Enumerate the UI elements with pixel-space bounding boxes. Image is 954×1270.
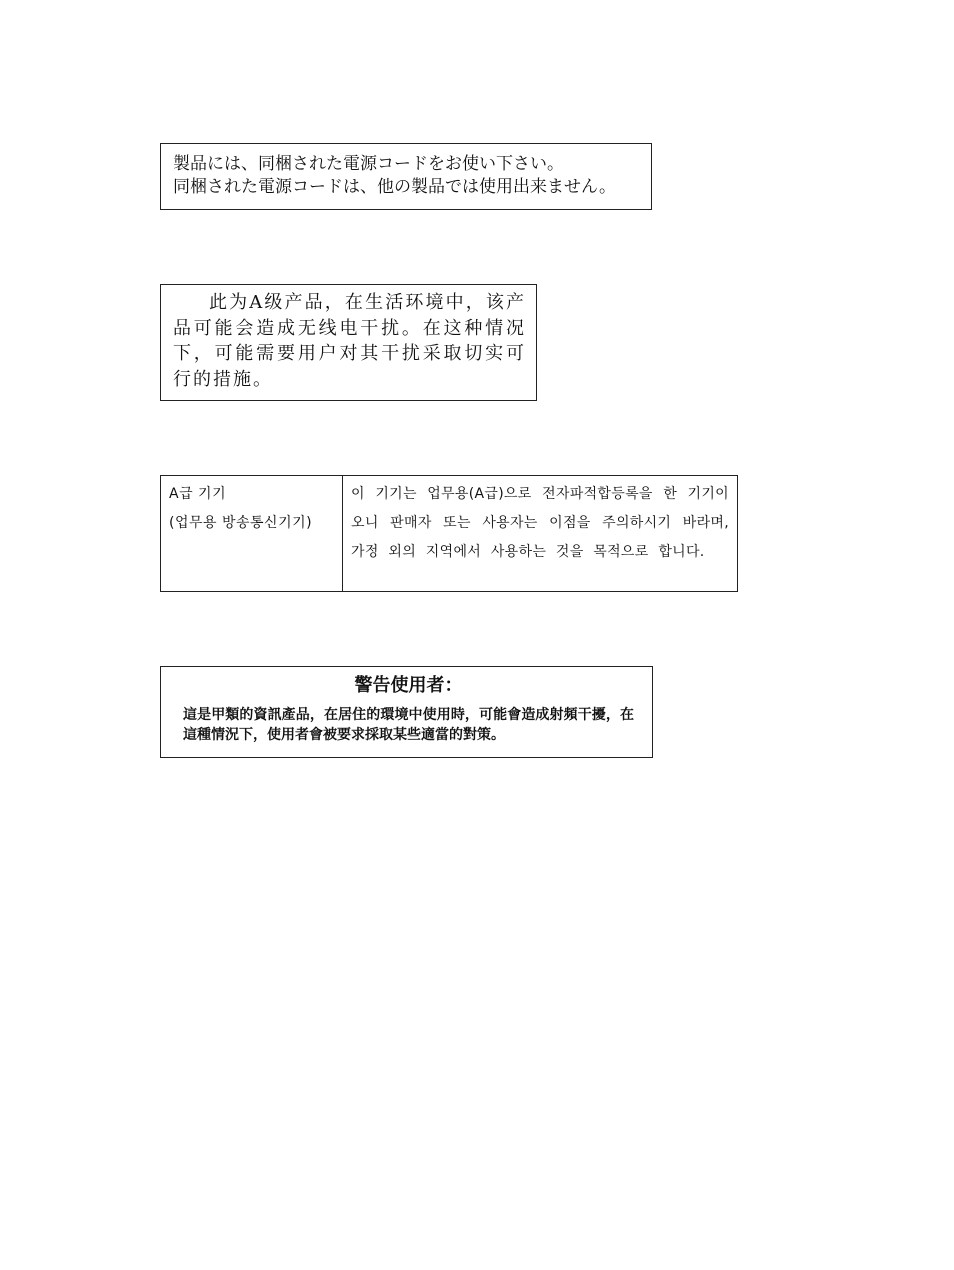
taiwan-warning-title: 警告使用者： [354, 675, 463, 696]
taiwan-warning-text: 這是甲類的資訊產品，在居住的環境中使用時，可能會造成射頻干擾，在這種情況下，使用者會被要求採取某些適當的對策。 [183, 707, 634, 743]
japanese-notice-line-1: 製品には、同梱された電源コードをお使い下さい。 [173, 154, 564, 174]
korean-class-cell [161, 476, 343, 592]
korean-class-a-notice-table [160, 475, 738, 592]
korean-notice-text: 이 기기는 업무용(A급)으로 전자파적합등록을 한 기기이오니 판매자 또는 사용자는 이점을 주의하시기 바라며, 가정 외의 지역에서 사용하는 것을 목적으로 합니다. [343, 476, 738, 592]
taiwan-bsmi-warning-notice [160, 666, 653, 758]
chinese-notice-text: 此为A级产品，在生活环境中，该产品可能会造成无线电干扰。在这种情况下，可能需要用户对其干扰采取切实可行的措施。 [173, 292, 526, 390]
korean-class-sublabel: (업무용 방송통신기기) [169, 515, 313, 531]
chinese-class-a-notice [160, 284, 537, 401]
japanese-notice-line-2: 同梱された電源コードは、他の製品では使用出来ません。 [173, 177, 617, 197]
table-row [161, 476, 738, 592]
korean-class-label: A급 기기 [169, 486, 227, 502]
japanese-power-cord-notice [160, 143, 652, 210]
